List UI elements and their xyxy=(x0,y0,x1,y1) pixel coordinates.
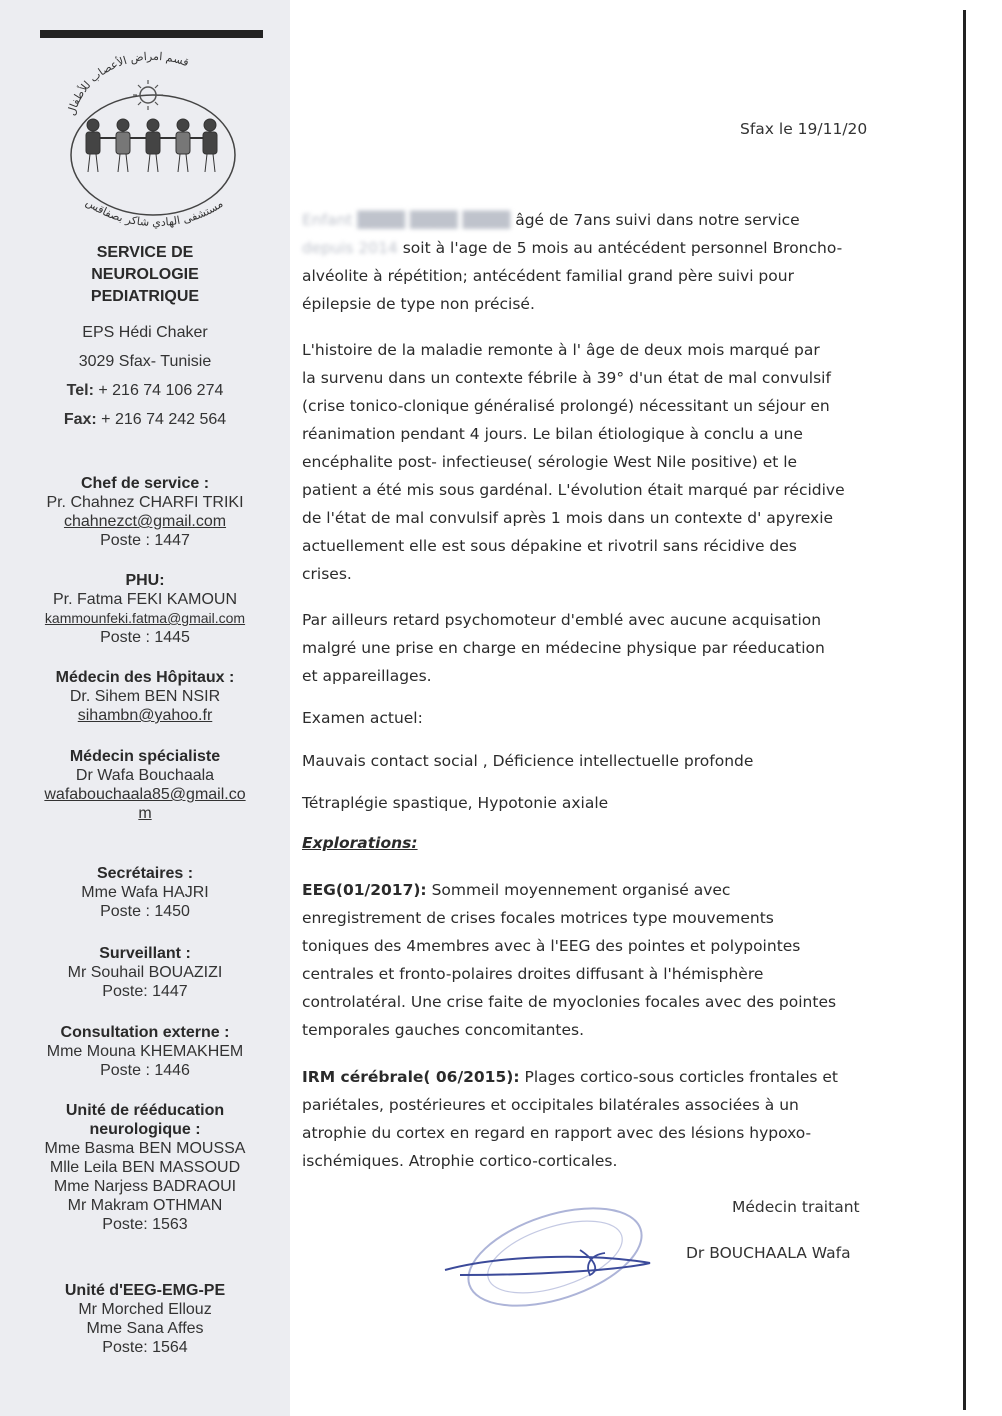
medecin-hop-email-link[interactable]: sihambn@yahoo.fr xyxy=(77,707,213,724)
letter-date: Sfax le 19/11/20 xyxy=(740,120,868,138)
service-logo xyxy=(48,50,258,230)
hospital-city: 3029 Sfax- Tunisie xyxy=(78,353,212,370)
irm-paragraph: IRM cérébrale( 06/2015): Plages cortico-sous corticles frontales et pariétales, postérieures et occipitales bilatérales associées à un atrophie du cortex en regard en rapport avec des lésions hypoxo- ischémiques. Atrophie cortico-corticales. xyxy=(302,1068,838,1170)
hospital-tel: Tel: + 216 74 106 274 xyxy=(66,382,224,399)
intro-paragraph: Enfant ████ ████ ████ âgé de 7ans suivi dans notre service depuis 2014 soit à l'age de 5 mois au antécédent personnel Broncho- alvéolite à répétition; antécédent familial grand père suivi pour épilepsie de type non précisé. xyxy=(302,211,843,313)
svg-text:مستشفى الهادي شاكر بصفاقس xyxy=(83,196,225,229)
explorations-heading: Explorations: xyxy=(302,834,418,852)
phu: PHU: Pr. Fatma FEKI KAMOUN kammounfeki.fatma@gmail.com Poste : 1445 xyxy=(0,571,290,647)
svg-text:قسم امراض الأعصاب للأطفال xyxy=(65,50,191,117)
signature-role: Médecin traitant xyxy=(732,1198,860,1216)
specialiste-email-link-cont[interactable]: m xyxy=(138,805,152,822)
chef-service: Chef de service : Pr. Chahnez CHARFI TRIKI chahnezct@gmail.com Poste : 1447 xyxy=(0,474,290,550)
unite-eeg: Unité d'EEG-EMG-PE Mr Morched Ellouz Mme Sana Affes Poste: 1564 xyxy=(64,1282,226,1356)
examen-line-1: Mauvais contact social , Déficience intellectuelle profonde xyxy=(302,752,754,770)
surveillant: Surveillant : Mr Souhail BOUAZIZI Poste: 1447 xyxy=(67,945,223,1000)
sidebar-top-bar xyxy=(40,30,263,38)
stamp-signature xyxy=(440,1195,670,1320)
examen-line-2: Tétraplégie spastique, Hypotonie axiale xyxy=(302,794,609,812)
hospital-name: EPS Hédi Chaker xyxy=(82,324,208,341)
medecin-hopitaux: Médecin des Hôpitaux : Dr. Sihem BEN NSIR sihambn@yahoo.fr xyxy=(0,668,290,725)
retard-paragraph: Par ailleurs retard psychomoteur d'emblé avec aucune acquisation malgré une prise en charge en médecine physique par réeducation et appareillages. xyxy=(302,611,825,685)
service-name: SERVICE DE NEUROLOGIE PEDIATRIQUE xyxy=(90,244,200,305)
history-paragraph: L'histoire de la maladie remonte à l' âge de deux mois marqué par la survenu dans un contexte fébrile à 39° d'un état de mal convulsif (crise tonico-clonique généralisé prolongé) nécessitant un séjour en réanimation pendant 4 jours. Le bilan étiologique à conclu a une encéphalite post- infectieuse( sérologie West Nile positive) et le patient a été mis sous gardénal. L'évolution était marqué par récidive de l'état de mal convulsif après 1 mois dans un contexte d' apyrexie actuellement elle est sous dépakine et rivotril sans récidive des crises. xyxy=(302,341,845,583)
examen-heading: Examen actuel: xyxy=(302,709,423,727)
hospital-address xyxy=(0,318,290,434)
secretaires: Secrétaires : Mme Wafa HAJRI Poste : 1450 xyxy=(81,865,209,920)
phu-email-link[interactable]: kammounfeki.fatma@gmail.com xyxy=(44,610,246,626)
right-border-line xyxy=(963,10,966,1410)
logo-text-bottom: مستشفى الهادي شاكر بصفاقس xyxy=(83,195,226,230)
eeg-label: EEG(01/2017): xyxy=(302,881,427,899)
eeg-paragraph: EEG(01/2017): Sommeil moyennement organisé avec enregistrement de crises focales motrices type mouvements toniques des 4membres avec à l'EEG des pointes et polypointes centrales et fronto-polaires droites diffusant à l'hémisphère controlatéral. Une crise faite de myoclonies focales avec des pointes temporales gauches concomitantes. xyxy=(302,881,837,1039)
unite-reeducation: Unité de rééducation neurologique : Mme Basma BEN MOUSSA Mlle Leila BEN MASSOUD Mme Narjess BADRAOUI Mr Makram OTHMAN Poste: 1563 xyxy=(44,1102,246,1233)
specialiste-email-link[interactable]: wafabouchaala85@gmail.co xyxy=(44,786,246,803)
medecin-specialiste: Médecin spécialiste Dr Wafa Bouchaala wafabouchaala85@gmail.co m xyxy=(0,747,290,823)
hospital-fax: Fax: + 216 74 242 564 xyxy=(63,411,227,428)
signature-name: Dr BOUCHAALA Wafa xyxy=(686,1244,851,1262)
redacted-patient-name: Enfant ████ ████ ████ xyxy=(302,211,511,229)
logo-text-top: قسم امراض الأعصاب للأطفال xyxy=(64,50,191,118)
irm-label: IRM cérébrale( 06/2015): xyxy=(302,1068,520,1086)
consultation-externe: Consultation externe : Mme Mouna KHEMAKHEM Poste : 1446 xyxy=(46,1024,244,1079)
redacted-date: depuis 2014 xyxy=(302,239,398,257)
chef-email-link[interactable]: chahnezct@gmail.com xyxy=(63,513,227,530)
sidebar xyxy=(0,0,290,1416)
